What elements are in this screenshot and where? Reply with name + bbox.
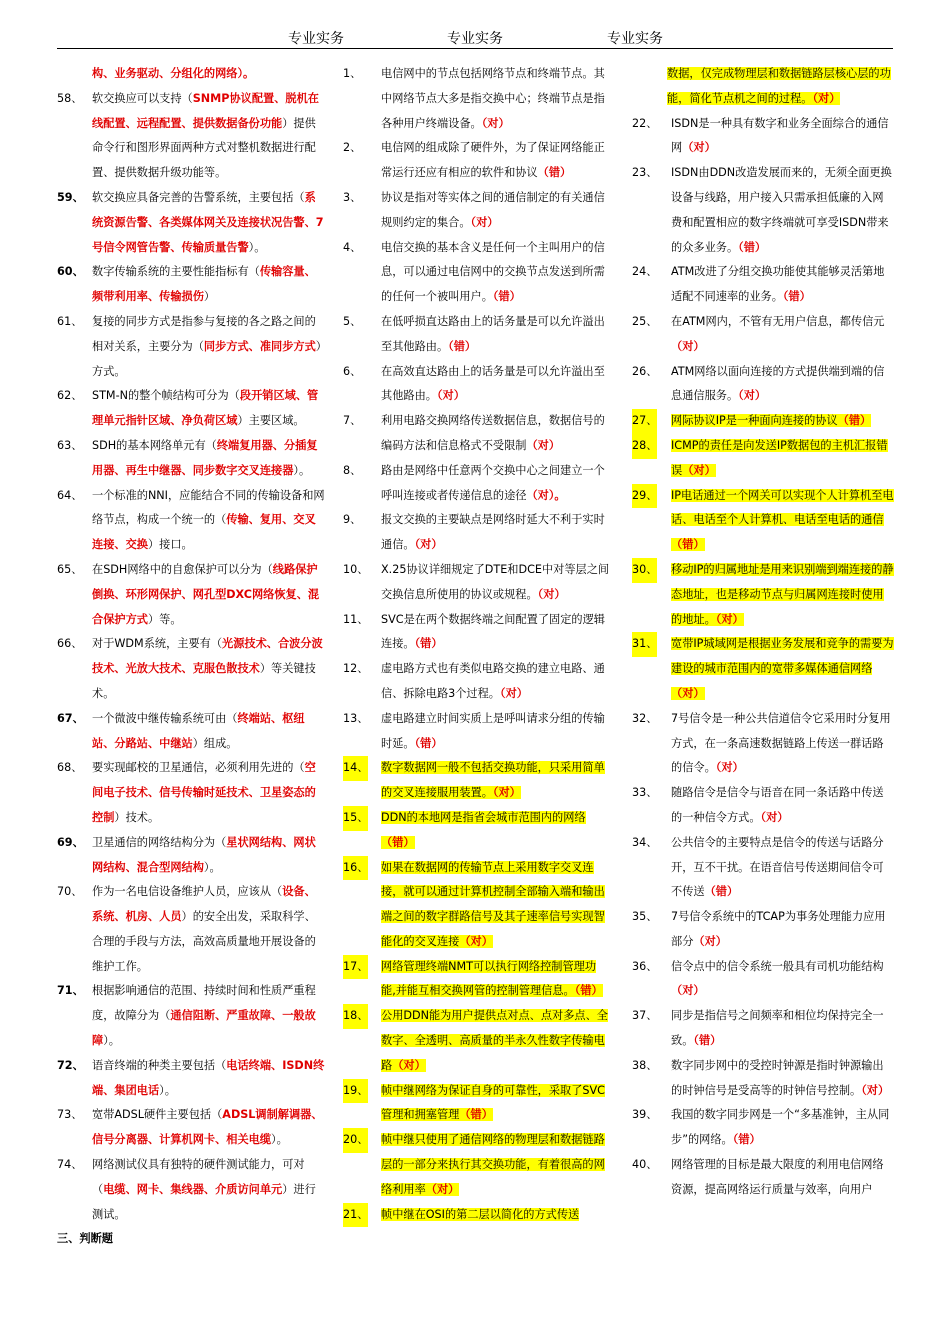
question-item: [57, 484, 325, 558]
question-text: 宽带ADSL硬件主要包括（: [92, 1108, 223, 1122]
item-number: 26、: [632, 364, 658, 378]
judgement-mark: （对）: [715, 612, 744, 626]
question-item: [57, 756, 325, 830]
judgement-mark: （错）: [738, 240, 767, 254]
question-text: 对于WDM系统，主要有（: [92, 637, 223, 651]
statement-text: ATM改进了分组交换功能使其能够灵活第地适配不同速率的业务。: [671, 265, 885, 304]
question-number: 65、: [57, 562, 83, 576]
question-text: 一个标准的NNI，应能结合不同的传输设备和网络节点，构成一个统一的（: [92, 488, 325, 527]
statement-text: 7号信令是一种公共信道信令它采用时分复用方式，在一条高速数据链路上传送一群话路的信令。: [671, 711, 891, 775]
judgement-item: [343, 360, 610, 410]
statement-text: 在高效直达路由上的话务量是可以允许溢出至其他路由。: [381, 364, 605, 403]
judgement-item: [343, 707, 610, 757]
item-number: 8、: [343, 463, 362, 477]
item-number: 28、: [632, 434, 657, 459]
statement-text: ISDN由DDN改造发展而来的，无须全面更换设备与线路，用户接入只需承担低廉的入网费和配置相应的数字终端就可享受ISDN带来的众多业务。: [671, 166, 892, 254]
answer-text: 光源技术、合波分波技术、光放大技术、克服色散技术: [92, 637, 323, 676]
statement-text: 电信网的组成除了硬件外，为了保证网络能正常运行还应有相应的软件和协议: [381, 141, 605, 180]
judgement-mark: （错）: [671, 538, 705, 552]
question-item: [57, 707, 325, 757]
question-number: 66、: [57, 637, 83, 651]
judgement-mark: （错）: [782, 290, 811, 304]
judgement-item: [343, 806, 610, 856]
statement-text: 宽带IP城域网是根据业务发展和竞争的需要为建设的城市范围内的宽带多媒体通信网络: [671, 637, 894, 676]
answer-text: ADSL调制解调器、信号分离器、计算机网卡、相关电缆: [92, 1108, 323, 1147]
answer-text: SNMP协议配置、脱机在线配置、远程配置、提供数据备份功能: [92, 91, 319, 130]
page-header: [0, 28, 950, 50]
item-number: 32、: [632, 711, 658, 725]
judgement-item: [632, 781, 894, 831]
judgement-mark: （错）: [837, 414, 872, 428]
judgement-mark: （对）: [392, 1058, 426, 1072]
judgement-item: [343, 459, 610, 509]
statement-text: 路由是网络中任意两个交换中心之间建立一个呼叫连接或者传递信息的途径: [381, 463, 605, 502]
question-tail: ）的安全出发，采取科学、合理的手段与方法，高效高质量地开展设备的维护工作。: [92, 910, 316, 973]
judgement-item: [632, 360, 894, 410]
item-number: 15、: [343, 806, 368, 831]
column-judgement-1: [343, 62, 610, 1227]
statement-text: 移动IP的归属地址是用来识别端到端连接的静态地址，也是移动节点与归属网连接时使用的地址。: [671, 562, 894, 626]
item-number: 11、: [343, 612, 369, 626]
judgement-item: [632, 310, 894, 360]
question-number: 68、: [57, 761, 83, 775]
question-item: [57, 1153, 325, 1227]
question-item: [57, 558, 325, 632]
question-item: [57, 979, 325, 1053]
item-number: 35、: [632, 910, 658, 924]
item-number: 30、: [632, 558, 657, 583]
question-tail: ）提供命令行和图形界面两种方式对整机数据进行配置、提供数据升级功能等。: [92, 116, 316, 180]
question-tail: ）接口。: [147, 538, 193, 552]
judgement-item: [343, 1004, 610, 1078]
statement-text: 在ATM网内，不管有无用户信息，都传信元: [671, 314, 885, 328]
item-number: 6、: [343, 364, 362, 378]
statement-text: 随路信令是信令与语音在同一条话路中传送的一种信令方式。: [671, 786, 884, 824]
judgement-item: [343, 186, 610, 236]
judgement-item: [632, 831, 894, 905]
statement-text: 我国的数字同步网是一个“多基准钟，主从同步”的网络。: [671, 1108, 890, 1147]
statement-text: 在低呼损直达路由上的话务量是可以允许溢出至其他路由。: [381, 314, 605, 353]
statement-text: 网络管理终端NMT可以执行网络控制管理功能,并能互相交换网管的控制管理信息。: [381, 959, 597, 998]
item-number: 24、: [632, 265, 658, 279]
judgement-mark: （对）: [526, 438, 561, 452]
question-number: 69、: [57, 835, 84, 849]
judgement-mark: （对）: [470, 215, 499, 229]
item-number: 9、: [343, 513, 362, 527]
statement-text: 同步是指信号之间频率和相位均保持完全一致。: [671, 1009, 884, 1048]
judgement-mark: （对）: [459, 934, 493, 948]
judgement-mark: （对）: [682, 141, 716, 155]
statement-text: 7号信令系统中的TCAP为事务处理能力应用部分: [671, 910, 886, 948]
question-tail: ）技术。: [114, 810, 160, 824]
question-number: 70、: [57, 885, 83, 899]
item-number: 1、: [343, 67, 362, 80]
header-rule: [57, 48, 893, 49]
statement-text: 信令点中的信令系统一般具有司机功能结构: [671, 959, 884, 973]
question-item: [57, 880, 325, 979]
judgement-item: [343, 1079, 610, 1129]
judgement-item: [343, 657, 610, 707]
question-tail: ）主要区域。: [237, 414, 305, 428]
judgement-mark: （对）: [425, 1182, 460, 1196]
statement-text: SVC是在两个数据终端之间配置了固定的逻辑连接。: [381, 612, 605, 651]
column-fill-in-answers: [57, 62, 325, 1252]
judgement-item: [343, 1203, 610, 1228]
question-item: [57, 87, 325, 186]
answer-text: 同步方式、准同步方式: [203, 339, 316, 353]
question-item: [57, 260, 325, 310]
judgement-mark: （对）: [671, 984, 705, 998]
question-tail: ）。: [203, 860, 221, 874]
statement-text: 帧中继只使用了通信网络的物理层和数据链路层的一部分来执行其交换功能，有着很高的网络利用率: [381, 1133, 605, 1196]
judgement-item: [632, 1103, 894, 1153]
judgement-item: [632, 707, 894, 781]
judgement-item: [632, 112, 894, 162]
judgement-mark: （错）: [414, 637, 443, 651]
question-number: 74、: [57, 1158, 83, 1172]
item-number: 36、: [632, 959, 658, 973]
continued-answer: [57, 62, 325, 87]
statement-text: 公用DDN能为用户提供点对点、点对多点、全数字、全透明、高质量的半永久性数字传输电路: [381, 1009, 608, 1072]
judgement-item: [632, 632, 894, 706]
question-text: 一个微波中继传输系统可由（: [92, 711, 238, 725]
item-number: 27、: [632, 409, 657, 434]
judgement-item: [632, 558, 894, 632]
judgement-mark: （错）: [537, 166, 572, 180]
question-text: 要实现邮校的卫星通信，必须利用先进的（: [92, 761, 305, 775]
question-number: 73、: [57, 1108, 83, 1122]
question-number: 62、: [57, 389, 83, 403]
item-number: 23、: [632, 166, 658, 180]
judgement-mark: （错）: [704, 885, 739, 899]
item-number: 29、: [632, 484, 657, 509]
judgement-mark: （对）: [436, 389, 465, 403]
judgement-item: [343, 558, 610, 608]
judgement-mark: （对）: [760, 810, 789, 824]
item-number: 3、: [343, 190, 362, 204]
statement-text: ATM网络以面向连接的方式提供端到端的信息通信服务。: [671, 364, 885, 403]
statement-text: ISDN是一种具有数字和业务全面综合的通信网: [671, 116, 889, 155]
question-tail: ）。: [248, 240, 266, 254]
statement-text: 协议是指对等实体之间的通信制定的有关通信规则约定的集合。: [381, 190, 605, 229]
question-text: 根据影响通信的范围、持续时间和性质严重程度，故障分为（: [92, 984, 316, 1023]
question-text: 作为一名电信设备维护人员，应该从（: [92, 885, 283, 899]
item-number: 31、: [632, 632, 657, 657]
answer-text: 传输容量、频带利用率、传输损伤: [92, 265, 316, 304]
judgement-mark: （错）: [492, 290, 521, 304]
statement-text: 网络管理的目标是最大限度的利用电信网络资源，提高网络运行质量与效率，向用户: [671, 1158, 884, 1196]
judgement-item: [343, 508, 610, 558]
question-number: 63、: [57, 438, 83, 452]
answer-text: 电缆、网卡、集线器、介质访问单元: [103, 1182, 283, 1196]
question-tail: ）。: [159, 1083, 176, 1097]
judgement-item: [343, 136, 610, 186]
judgement-item: [632, 1004, 894, 1054]
header-label-2: 专业实务: [447, 31, 503, 47]
judgement-mark: （对）: [738, 389, 767, 403]
column-judgement-2: [632, 62, 894, 1203]
judgement-item: [343, 236, 610, 310]
question-tail: ）方式。: [92, 339, 322, 378]
judgement-item: [632, 484, 894, 558]
judgement-mark: （对）: [693, 934, 727, 948]
question-tail: ）组成。: [192, 736, 238, 750]
question-text: 语音终端的种类主要包括（: [92, 1058, 227, 1072]
judgement-mark: （错）: [448, 339, 477, 353]
judgement-item: [343, 310, 610, 360]
question-number: 67、: [57, 711, 84, 725]
item-number: 7、: [343, 414, 362, 428]
item-number: 38、: [632, 1058, 658, 1072]
statement-text: 帧中继在OSI的第二层以简化的方式传送: [381, 1207, 580, 1221]
item-number: 2、: [343, 141, 362, 155]
item-number: 18、: [343, 1004, 368, 1029]
answer-text: 设备、系统、机房、人员: [92, 885, 316, 924]
question-item: [57, 310, 325, 384]
question-text: 数字传输系统的主要性能指标有（: [92, 265, 260, 279]
question-item: [57, 434, 325, 484]
statement-text: 帧中继网络为保证自身的可靠性，采取了SVC管理和拥塞管理: [381, 1083, 605, 1122]
question-tail: ）。: [103, 1034, 120, 1048]
continued-statement: [632, 62, 894, 112]
question-text: 在SDH网络中的自愈保护可以分为（: [92, 562, 273, 576]
judgement-mark: （对）。: [526, 488, 566, 502]
judgement-item: [343, 756, 610, 806]
question-tail: ）。: [271, 1133, 288, 1147]
judgement-item: [632, 905, 894, 955]
answer-text: 系统资源告警、各类媒体网关及连接状况告警、7号信令网管告警、传输质量告警: [92, 190, 324, 254]
judgement-mark: （错）: [414, 736, 443, 750]
question-text: 软交换应具备完善的告警系统，主要包括（: [92, 190, 305, 204]
answer-text: 终端站、枢纽站、分路站、中继站: [92, 711, 305, 750]
judgement-mark: （对）: [500, 686, 528, 700]
judgement-mark: （对）: [715, 761, 744, 775]
statement-text: ICMP的责任是向发送IP数据包的主机汇报错误: [671, 438, 888, 477]
judgement-item: [343, 955, 610, 1005]
statement-text: 电信交换的基本含义是任何一个主叫用户的信息，可以通过电信网中的交换节点发送到所需的任何一个被叫用户。: [381, 240, 605, 304]
judgement-mark: （对）: [537, 587, 566, 601]
judgement-mark: （错）: [693, 1034, 722, 1048]
statement-text: 虚电路建立时间实质上是呼叫请求分组的传输时延。: [381, 711, 605, 750]
header-label-3: 专业实务: [607, 31, 663, 47]
judgement-item: [343, 608, 610, 658]
question-text: SDH的基本网络单元有（: [92, 438, 217, 452]
question-item: [57, 1054, 325, 1104]
question-tail: ）等关键技术。: [92, 662, 316, 700]
item-number: 5、: [343, 314, 362, 328]
judgement-mark: （错）: [459, 1108, 493, 1122]
statement-text: IP电话通过一个网关可以实现个人计算机至电话、电话至个人计算机、电话至电话的通信: [671, 488, 894, 527]
answer-text: 传输、复用、交叉连接、交换: [92, 513, 316, 552]
item-number: 37、: [632, 1009, 658, 1023]
judgement-mark: （对）: [671, 339, 705, 353]
question-text: 软交换应可以支持（: [92, 91, 193, 105]
item-number: 39、: [632, 1108, 658, 1122]
item-number: 16、: [343, 856, 368, 881]
statement-text: 网际协议IP是一种面向连接的协议: [671, 414, 838, 428]
question-item: [57, 1103, 325, 1153]
answer-text: 线路保护倒换、环形网保护、网孔型DXC网络恢复、混合保护方式: [92, 562, 320, 626]
judgement-item: [632, 955, 894, 1005]
question-number: 72、: [57, 1058, 84, 1072]
judgement-item: [632, 1153, 894, 1203]
question-tail: ）。: [293, 463, 311, 477]
judgement-mark: （对）: [481, 116, 510, 130]
statement-text: 电信网中的节点包括网络节点和终端节点。其中网络节点大多是指交换中心；终端节点是指各种用户终端设备。: [381, 67, 605, 130]
item-number: 13、: [343, 711, 369, 725]
item-number: 22、: [632, 116, 658, 130]
item-number: 17、: [343, 955, 368, 980]
judgement-mark: （对）: [861, 1083, 890, 1097]
question-text: STM-N的整个帧结构可分为（: [92, 389, 240, 403]
judgement-item: [343, 1128, 610, 1202]
question-text: 网络测试仪具有独特的硬件测试能力，可对（: [92, 1158, 305, 1196]
judgement-mark: （对）: [682, 463, 716, 477]
question-tail: ）等。: [147, 612, 182, 626]
statement-text: 数字数据网一般不包括交换功能，只采用简单的交叉连接服用装置。: [381, 761, 605, 800]
judgement-item: [632, 434, 894, 484]
judgement-item: [343, 856, 610, 955]
item-number: 20、: [343, 1128, 368, 1153]
item-number: 14、: [343, 756, 368, 781]
statement-text: 数字同步网中的受控时钟源是指时钟源输出的时钟信号是受高等的时钟信号控制。: [671, 1058, 884, 1097]
question-tail: ）: [203, 290, 216, 304]
judgement-item: [632, 1054, 894, 1104]
judgement-mark: （对）: [812, 91, 841, 105]
answer-text: 段开销区域、管理单元指针区域、净负荷区域: [92, 389, 319, 428]
judgement-item: [632, 260, 894, 310]
judgement-item: [343, 409, 610, 459]
section-heading: 三、判断题: [57, 1232, 113, 1246]
answer-text: 通信阻断、严重故障、一般故障: [92, 1009, 316, 1048]
answer-text: 空间电子技术、信号传输时延技术、卫星姿态的控制: [92, 761, 316, 824]
question-number: 58、: [57, 91, 83, 105]
item-number: 40、: [632, 1158, 658, 1172]
judgement-mark: （错）: [732, 1133, 761, 1147]
item-number: 19、: [343, 1079, 368, 1104]
question-number: 59、: [57, 190, 84, 204]
item-number: 10、: [343, 562, 369, 576]
question-number: 71、: [57, 984, 84, 998]
statement-text: 数据，仅完成物理层和数据链路层核心层的功能，简化节点机之间的过程。: [667, 67, 891, 105]
judgement-item: [632, 409, 894, 434]
judgement-mark: （对）: [671, 686, 705, 700]
question-text: 卫星通信的网络结构分为（: [92, 835, 227, 849]
item-number: 21、: [343, 1203, 368, 1228]
judgement-mark: （对）: [492, 786, 521, 800]
item-number: 34、: [632, 835, 658, 849]
question-item: [57, 186, 325, 260]
question-item: [57, 632, 325, 706]
question-tail: ）进行测试。: [92, 1182, 316, 1221]
question-number: 60、: [57, 265, 84, 279]
question-number: 61、: [57, 314, 83, 328]
item-number: 12、: [343, 662, 369, 676]
item-number: 4、: [343, 240, 362, 254]
statement-text: X.25协议详细规定了DTE和DCE中对等层之间交换信息所使用的协议或规程。: [381, 562, 610, 601]
statement-text: DDN的本地网是指省会城市范围内的网络: [381, 810, 586, 824]
statement-text: 公共信令的主要特点是信令的传送与话路分开，互不干扰。在语音信号传送期间信令可不传送: [671, 835, 884, 899]
statement-text: 报文交换的主要缺点是网络时延大不利于实时通信。: [381, 513, 605, 552]
answer-text: 星状网结构、网状网结构、混合型网结构: [92, 835, 316, 874]
judgement-mark: （错）: [574, 984, 603, 998]
judgement-mark: （对）: [414, 538, 443, 552]
judgement-item: [343, 62, 610, 136]
item-number: 25、: [632, 314, 658, 328]
question-text: 复接的同步方式是指参与复接的各之路之间的相对关系，主要分为（: [92, 314, 316, 353]
question-item: [57, 384, 325, 434]
header-label-1: 专业实务: [288, 31, 344, 47]
statement-text: 利用电路交换网络传送数据信息，数据信号的编码方法和信息格式不受限制: [381, 414, 605, 452]
item-number: 33、: [632, 786, 658, 800]
answer-text: 终端复用器、分插复用器、再生中继器、同步数字交叉连接器: [92, 438, 318, 477]
answer-text: 构、业务驱动、分组化的网络）。: [92, 67, 255, 80]
question-item: [57, 831, 325, 881]
statement-text: 虚电路方式也有类似电路交换的建立电路、通信、拆除电路3个过程。: [381, 662, 605, 700]
judgement-mark: （错）: [381, 835, 415, 849]
judgement-item: [632, 161, 894, 260]
question-number: 64、: [57, 488, 83, 502]
statement-text: 如果在数据网的传输节点上采用数字交叉连接，就可以通过计算机控制全部输入端和输出端之间的数字群路信号及其子速率信号实现智能化的交叉连接: [381, 860, 605, 948]
answer-text: 电话终端、ISDN终端、集团电话: [92, 1058, 325, 1097]
